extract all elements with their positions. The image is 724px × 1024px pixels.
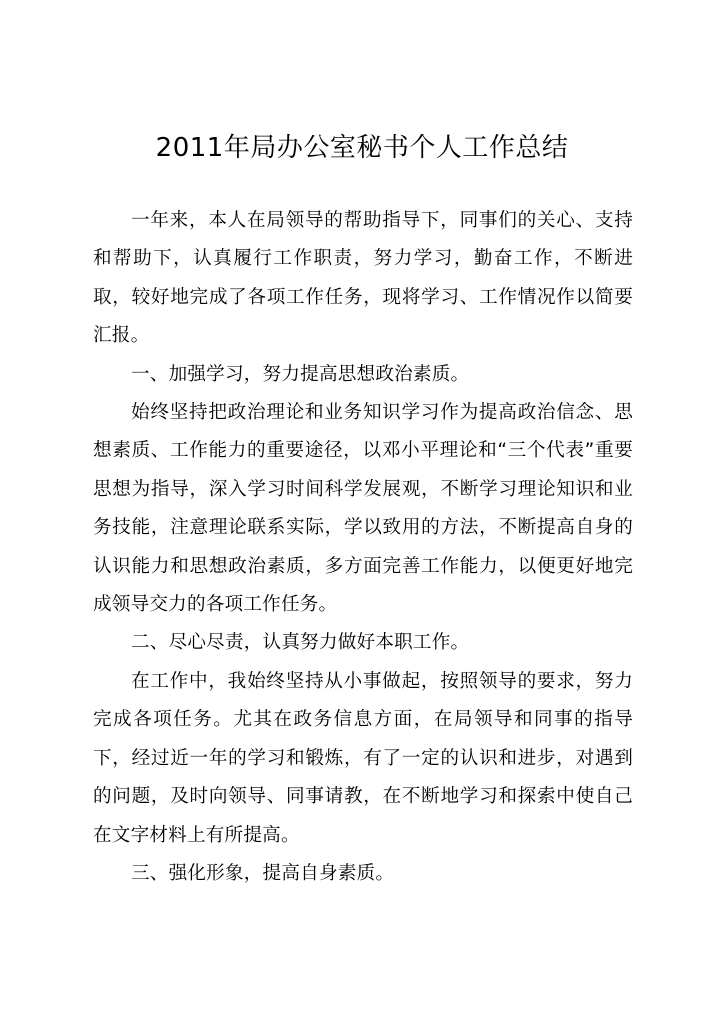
section-heading-2: 二、尽心尽责，认真努力做好本职工作。 [131,632,470,654]
section-heading-3: 三、强化形象，提高自身素质。 [131,862,395,884]
section-1-paragraph: 始终坚持把政治理论和业务知识学习作为提高政治信念、思想素质、工作能力的重要途径，以邓小平理论和“三个代表”重要思想为指导，深入学习时间科学发展观，不断学习理论知识和业务技能，注意理论联系实际，学以致用的方法，不断提高自身的认识能力和思想政治素质，多方面完善工作能力，以便更好地完成领导交力的各项工作任务。 [93,402,633,616]
section-2-paragraph: 在工作中，我始终坚持从小事做起，按照领导的要求，努力完成各项任务。尤其在政务信息方面，在局领导和同事的指导下，经过近一年的学习和锻炼，有了一定的认识和进步，对遇到的问题，及时向领导、同事请教，在不断地学习和探索中使自己在文字材料上有所提高。 [93,670,633,846]
document-title: 2011年局办公室秘书个人工作总结 [155,133,569,163]
intro-paragraph: 一年来，本人在局领导的帮助指导下，同事们的关心、支持和帮助下，认真履行工作职责，努力学习，勤奋工作，不断进取，较好地完成了各项工作任务，现将学习、工作情况作以简要汇报。 [93,210,633,347]
section-heading-1: 一、加强学习，努力提高思想政治素质。 [131,363,470,385]
document-body [93,202,633,893]
